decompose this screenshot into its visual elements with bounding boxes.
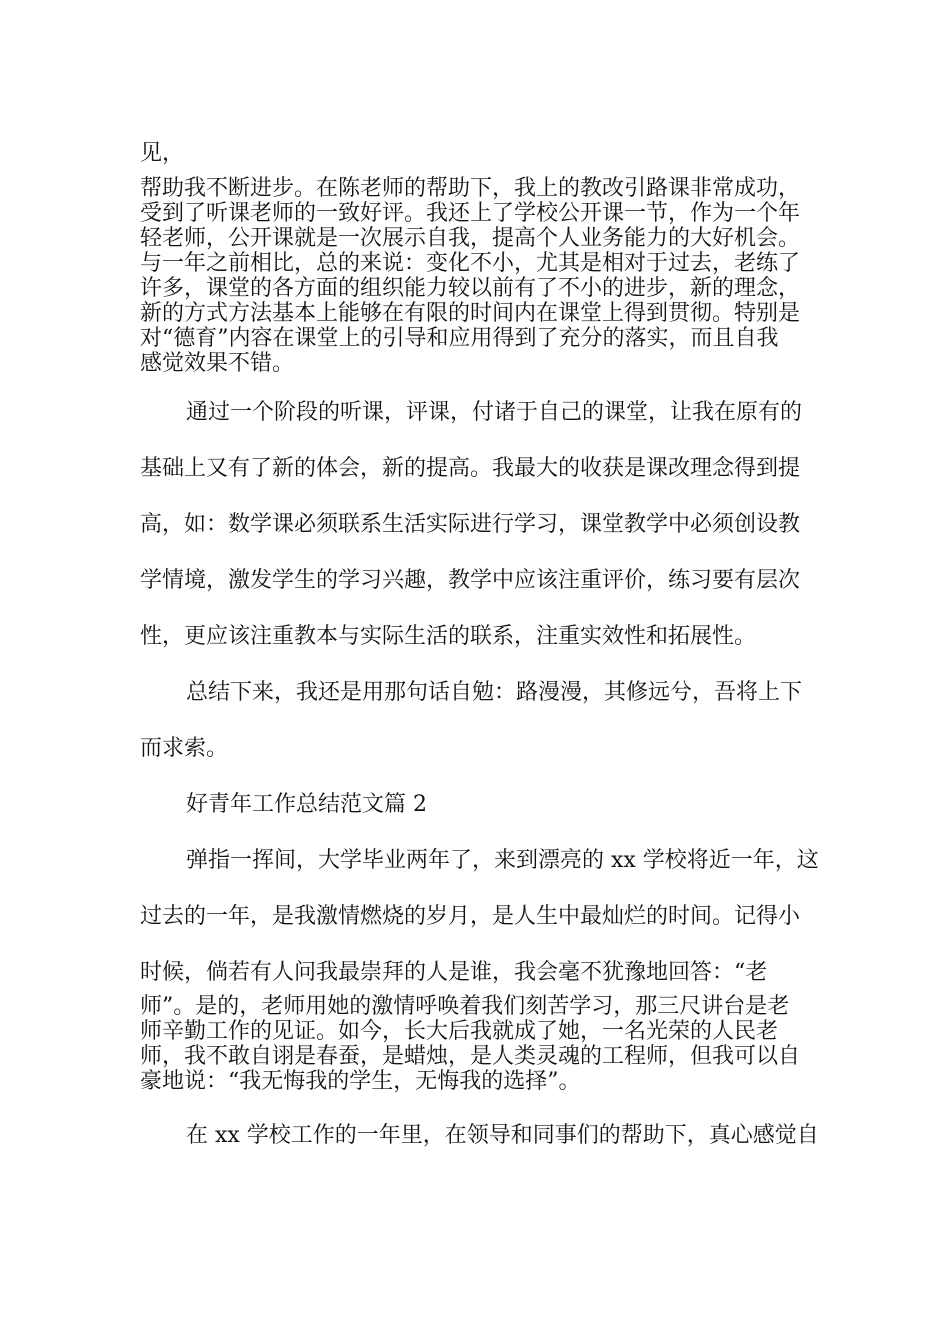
text-line: 师辛勤工作的见证。如今，长大后我就成了她，一名光荣的人民老 (140, 1019, 779, 1044)
paragraph-first-line: 通过一个阶段的听课，评课，付诸于自己的课堂，让我在原有的 (186, 400, 803, 425)
text-line: 新的方式方法基本上能够在有限的时间内在课堂上得到贯彻。特别是 (140, 301, 801, 326)
text-line: 豪地说：“我无悔我的学生，无悔我的选择”。 (140, 1069, 581, 1094)
text-line: 感觉效果不错。 (140, 351, 295, 376)
paragraph-first-line: 在 xx 学校工作的一年里，在领导和同事们的帮助下，真心感觉自 (186, 1123, 819, 1148)
text-line: 学情境，激发学生的学习兴趣，教学中应该注重评价，练习要有层次 (140, 568, 801, 593)
text-line: 性，更应该注重教本与实际生活的联系，注重实效性和拓展性。 (140, 624, 757, 649)
text-line: 高，如：数学课必须联系生活实际进行学习，课堂教学中必须创设教 (140, 512, 801, 537)
text-line: 过去的一年，是我激情燃烧的岁月，是人生中最灿烂的时间。记得小 (140, 904, 801, 929)
text-line: 师”。是的，老师用她的激情呼唤着我们刻苦学习，那三尺讲台是老 (140, 994, 790, 1019)
text-line: 见， (140, 141, 185, 166)
text-line: 轻老师，公开课就是一次展示自我，提高个人业务能力的大好机会。 (140, 226, 801, 251)
text-line: 师，我不敢自诩是春蚕，是蜡烛，是人类灵魂的工程师，但我可以自 (140, 1044, 801, 1069)
text-line: 受到了听课老师的一致好评。我还上了学校公开课一节，作为一个年 (140, 201, 801, 226)
text-line: 时候，倘若有人问我最崇拜的人是谁，我会毫不犹豫地回答：“老 (140, 960, 768, 985)
text-line: 许多，课堂的各方面的组织能力较以前有了不小的进步，新的理念， (140, 276, 801, 301)
paragraph-first-line: 弹指一挥间，大学毕业两年了，来到漂亮的 xx 学校将近一年，这 (186, 848, 819, 873)
section-heading: 好青年工作总结范文篇 2 (186, 792, 427, 817)
text-line: 与一年之前相比，总的来说：变化不小，尤其是相对于过去，老练了 (140, 251, 801, 276)
paragraph-first-line: 总结下来，我还是用那句话自勉：路漫漫，其修远兮，吾将上下 (186, 680, 803, 705)
text-line: 而求索。 (140, 736, 229, 761)
text-line: 对“德育”内容在课堂上的引导和应用得到了充分的落实，而且自我 (140, 326, 779, 351)
text-line: 基础上又有了新的体会，新的提高。我最大的收获是课改理念得到提 (140, 456, 801, 481)
text-line: 帮助我不断进步。在陈老师的帮助下，我上的教改引路课非常成功， (140, 176, 801, 201)
